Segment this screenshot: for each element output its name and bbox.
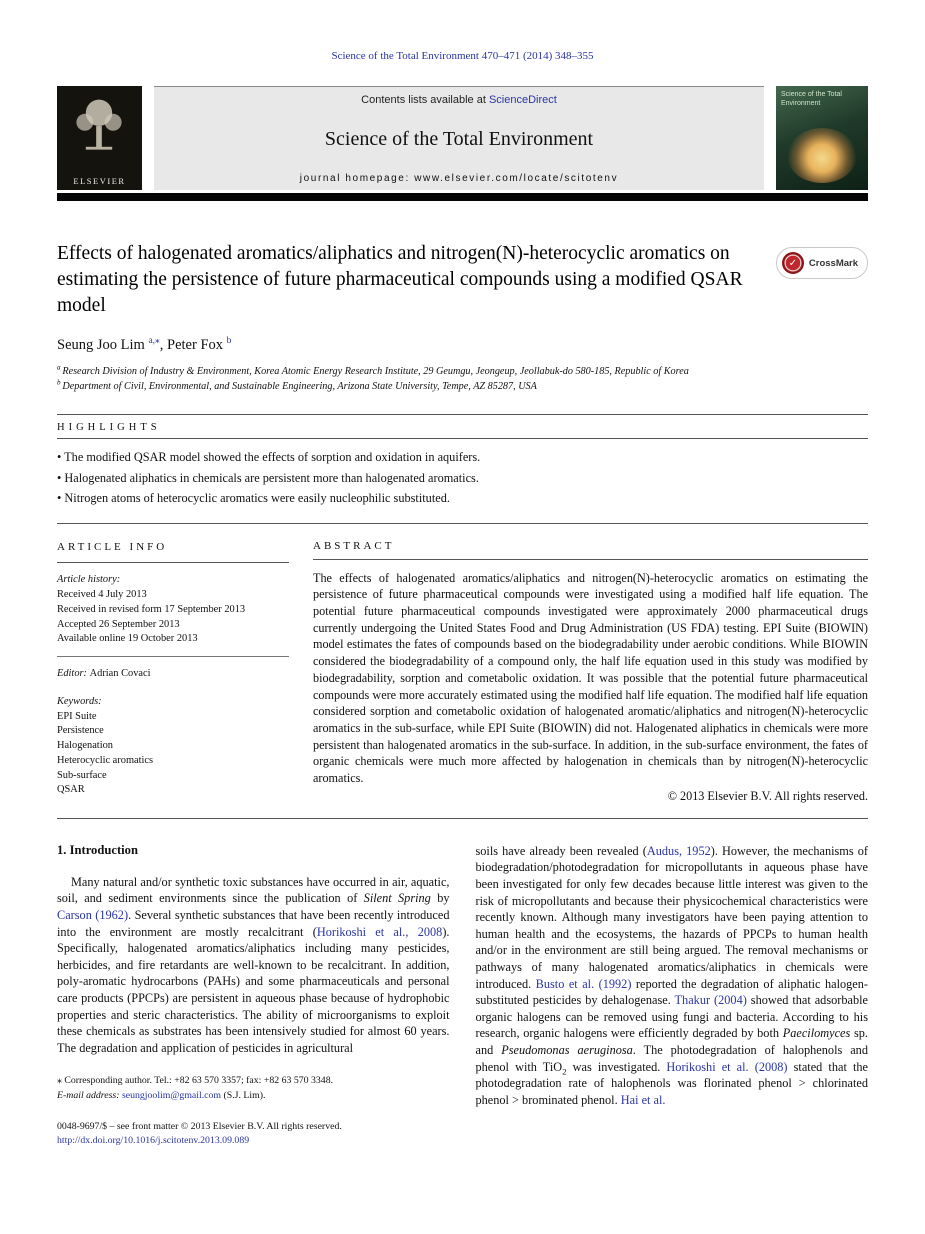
affiliations: [57, 364, 868, 395]
inline-link[interactable]: seungjoolim@gmail.com: [121, 1090, 222, 1102]
history-line: Received 4 July 2013: [57, 589, 147, 601]
text-segment: E-mail address:: [57, 1090, 122, 1102]
text-segment: reported the degradation of aliphatic halogen-substituted pesticides by dehalogenase.: [475, 976, 868, 1008]
text-segment: 2: [562, 1065, 567, 1076]
affiliation-a: [57, 364, 868, 379]
history-line: Available online 19 October 2013: [57, 633, 198, 645]
introduction-heading: 1. Introduction: [57, 842, 138, 857]
inline-link[interactable]: Horikoshi et al., 2008: [316, 924, 443, 939]
text-segment: Seung Joo Lim: [57, 336, 149, 353]
keyword: QSAR: [57, 784, 85, 796]
rule-below-abstract: [57, 818, 868, 819]
text-segment: b: [57, 378, 63, 387]
abstract-heading-rule: [313, 559, 868, 560]
inline-link[interactable]: Carson (1962): [57, 908, 129, 922]
crossmark-icon: ✓: [782, 252, 804, 274]
keyword: EPI Suite: [57, 710, 97, 722]
editor-line: [57, 667, 289, 682]
keyword: Persistence: [57, 725, 104, 737]
inline-link[interactable]: Hai et al.: [620, 1092, 666, 1107]
text-segment: by: [430, 891, 450, 906]
rule-below-highlights-heading: [57, 438, 868, 439]
highlight-item: • Nitrogen atoms of heterocyclic aromatics were easily nucleophilic substituted.: [57, 489, 868, 507]
title-row: [57, 241, 868, 319]
text-segment: , Peter Fox: [159, 336, 227, 353]
text-segment: Adrian Covaci: [89, 668, 151, 680]
journal-homepage: journal homepage: www.elsevier.com/locate/scitotenv: [299, 173, 619, 184]
doi-link[interactable]: http://dx.doi.org/10.1016/j.scitotenv.2013.09.089: [57, 1135, 250, 1147]
text-segment: ). Specifically, halogenated aromatics/aliphatics including many pesticides, herbicides, and fire retardants are well-known to be recalcitrant. In addition, poly-aromatic hydrocarbons (PAHs) and some pharmaceuticals and personal care products (PPCPs) are persistent in aqueous phase because of hydrophobic properties and steric characteristics. The ability of microorganisms to exploit these chemicals as substrates has been intensively studied for almost 60 years. The degradation and application of pesticides in agricultural: [57, 924, 450, 1055]
highlight-item: • The modified QSAR model showed the effects of sorption and oxidation in aquifers.: [57, 448, 868, 466]
introduction-paragraph: [57, 874, 450, 1057]
elsevier-wordmark: ELSEVIER: [73, 176, 126, 186]
history-line: Received in revised form 17 September 2013: [57, 603, 246, 615]
text-segment: stated that the photodegradation rate of halophenols was florinated phenol > chlorinated phenol > brominated phenol.: [475, 1059, 868, 1107]
contents-prefix: Contents lists available at: [361, 94, 489, 106]
text-segment: was investigated.: [566, 1059, 667, 1074]
front-matter-note: [57, 1120, 450, 1149]
inline-link[interactable]: Audus, 1952: [646, 843, 711, 858]
contents-line: [160, 94, 758, 106]
article-history-label: Article history:: [57, 574, 121, 586]
inline-link[interactable]: a,⁎: [148, 335, 160, 346]
introduction-paragraph-continued: [476, 843, 869, 1109]
text-segment: sp. and: [475, 1026, 868, 1057]
info-abstract-section: [57, 524, 868, 804]
footnote-line: [57, 1074, 450, 1089]
keyword: Sub-surface: [57, 769, 107, 781]
abstract-copyright: © 2013 Elsevier B.V. All rights reserved.: [667, 788, 868, 803]
history-line: Accepted 26 September 2013: [57, 618, 180, 630]
article-info-column: [57, 540, 289, 804]
cover-title: Science of the Total Environment: [781, 91, 842, 107]
inline-link[interactable]: Horikoshi et al. (2008): [666, 1059, 788, 1074]
inline-link[interactable]: b: [226, 335, 232, 346]
article-title: Effects of halogenated aromatics/aliphatics and nitrogen(N)-heterocyclic aromatics on estimating the persistence of future pharmaceutical compounds using a modified QSAR model: [57, 243, 743, 316]
masthead: [57, 86, 868, 190]
keyword: Heterocyclic aromatics: [57, 754, 154, 766]
abstract-heading: ABSTRACT: [313, 539, 395, 552]
footnote-line: [57, 1089, 450, 1104]
abstract-text: The effects of halogenated aromatics/aliphatics and nitrogen(N)-heterocyclic aromatics on estimating the persistence of future pharmaceutical compounds were investigated using a modified half life equation. The potential future pharmaceutical compounds investigated were approximately 2000 pharmaceutical drugs currently undergoing the United States Food and Drug Administration (US FDA) testing. EPI Suite (BIOWIN) model estimates the fates of compounds based on the biodegradability under aerobic conditions. While BIOWIN considered the biodegradability of a compound only, the half life equation used in this study was modified by biodegradability, sorption and cometabolic oxidation. It was possible that the potential future pharmaceutical compounds were more accurately estimated using the modified half life equation. The modified half life equation considered sorption and cometabolic oxidation of halogenated aromatic/aliphatics and nitrogen(N)-heterocyclic aromatics in the sub-surface, while EPI Suite (BIOWIN) did not. Halogenated aliphatics in chemicals were more persistent than halogenated aromatics in the sub-surface. In addition, in the sub-surface environment, the fates of organic chemicals were much more affected by halogenation in chemicals than by nitrogen(N)-heterocyclic aromatics.: [313, 570, 868, 786]
journal-header: [154, 86, 764, 190]
text-segment: Pseudomonas aeruginosa: [501, 1042, 633, 1057]
text-segment: . Several synthetic substances that have been recently introduced into the environment are mostly recalcitrant (: [57, 908, 450, 939]
masthead-divider: [57, 193, 868, 201]
text-segment: ⁎ Corresponding author. Tel.: +82 63 570 3357; fax: +82 63 570 3348.: [57, 1075, 334, 1087]
text-segment: Department of Civil, Environmental, and Sustainable Engineering, Arizona State University, Tempe, AZ 85287, USA: [62, 381, 537, 393]
text-segment: a: [57, 363, 63, 372]
elsevier-tree-icon: [70, 94, 128, 160]
article-info-heading: ARTICLE INFO: [57, 540, 168, 553]
crossmark-badge[interactable]: [776, 247, 868, 279]
authors-line: [57, 337, 868, 354]
text-segment: (S.J. Lim).: [221, 1090, 266, 1102]
text-segment: showed that adsorbable organic halogens can be removed using fungi and bacteria. According to his research, organic halogens were efficiently degraded by both: [475, 993, 868, 1041]
spacer: [57, 682, 289, 695]
sciencedirect-link[interactable]: ScienceDirect: [488, 94, 557, 106]
affiliation-b: [57, 379, 868, 394]
crossmark-label: CrossMark: [808, 257, 858, 269]
history-divider-rule: [57, 656, 289, 657]
text-segment: . The photodegradation of halophenols and phenol with TiO: [475, 1042, 868, 1074]
text-segment: Silent Spring: [363, 891, 431, 906]
body-column-right: [476, 843, 869, 1149]
text-segment: ). However, the mechanisms of biodegradation/photodegradation for micropollutants in aqueous phase have been investigated for only few decades because little interest was given to the risk of micropollutants and because their physicochemical characteristics were recently known. Although many investigators have been paying attention to human health and the ecosystems, the hazards of PPCPs to human health and/or in the environment are still being argued. The removal mechanisms or pathways of many halogenated aromatics/aliphatics in chemicals were introduced.: [475, 843, 868, 991]
journal-title: Science of the Total Environment: [324, 128, 594, 150]
text-segment: Research Division of Industry & Environment, Korea Atomic Energy Research Institute, 29 Geumgu, Jeongeup, Jeollabuk-do 580-185, Republic of Korea: [62, 365, 689, 377]
issn-line: 0048-9697/$ – see front matter © 2013 Elsevier B.V. All rights reserved.: [57, 1120, 342, 1132]
highlights-heading: HIGHLIGHTS: [57, 422, 161, 434]
text-segment: Editor:: [57, 668, 90, 680]
abstract-column: [313, 540, 868, 804]
inline-link[interactable]: Thakur (2004): [674, 993, 747, 1008]
highlights-list: [57, 448, 868, 507]
body-column-left: [57, 843, 450, 1149]
journal-citation-link[interactable]: Science of the Total Environment 470–471 (2014) 348–355: [331, 50, 594, 62]
journal-cover-thumbnail: [776, 86, 868, 190]
keyword: Halogenation: [57, 740, 113, 752]
body-text: [57, 843, 868, 1149]
article-info-heading-rule: [57, 562, 289, 563]
highlight-item: • Halogenated aliphatics in chemicals are persistent more than halogenated aromatics.: [57, 469, 868, 487]
elsevier-logo: [57, 86, 142, 190]
text-segment: Many natural and/or synthetic toxic substances have occurred in air, aquatic, soil, and sediment environments since the publication of: [57, 874, 450, 906]
inline-link[interactable]: Busto et al. (1992): [535, 976, 632, 991]
text-segment: Paecilomyces: [782, 1026, 851, 1041]
corresponding-author-footnote: [57, 1074, 450, 1103]
keywords-label: Keywords:: [57, 695, 102, 707]
text-segment: soils have already been revealed (: [475, 843, 647, 858]
cover-art: [787, 128, 857, 183]
